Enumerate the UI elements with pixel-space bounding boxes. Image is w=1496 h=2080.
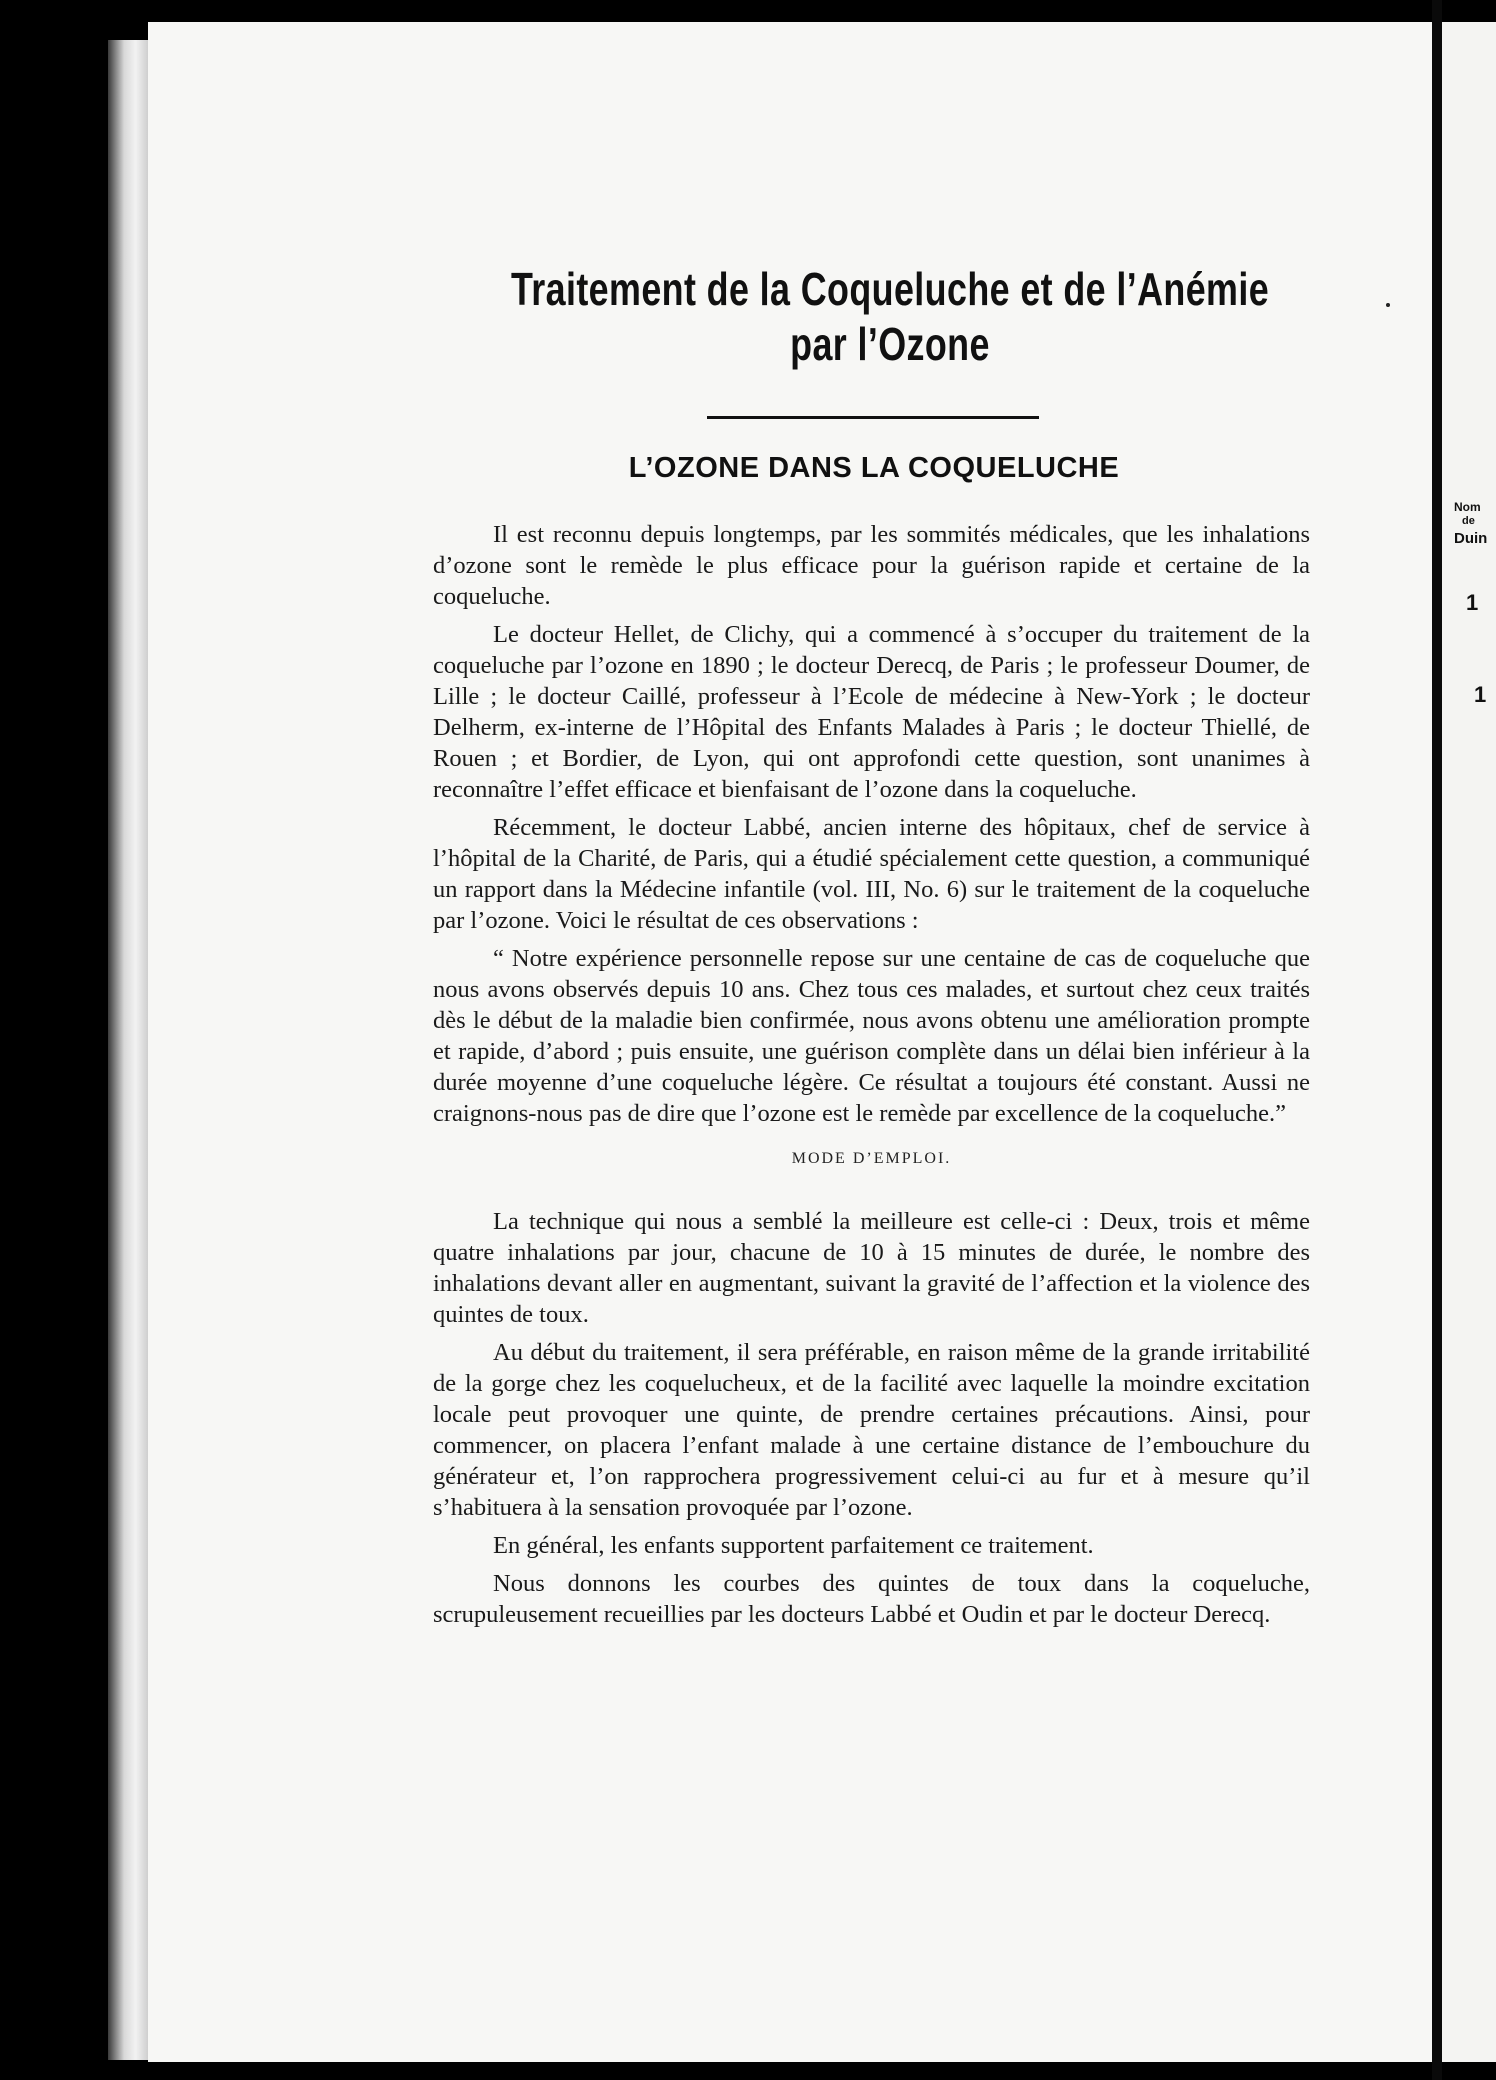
paragraph: Récemment, le docteur Labbé, ancien interne des hôpitaux, chef de service à l’hôpital de la Charité, de Paris, qui a étudié spécialement cette question, a communiqué un rapport dans la Médecine infantile (vol. III, No. 6) sur le traitement de la coqueluche par l’ozone. Voici le résultat de ces observations :	[433, 814, 1310, 934]
scan-speck	[1386, 303, 1390, 307]
adjacent-page-text: Duin	[1454, 530, 1488, 547]
paragraph: Il est reconnu depuis longtemps, par les sommités médicales, que les inhalations d’ozone sont le remède le plus efficace pour la guérison rapide et certaine de la coqueluche.	[433, 521, 1310, 610]
paragraph: Nous donnons les courbes des quintes de toux dans la coqueluche, scrupuleusement recueillies par les docteurs Labbé et Oudin et par le docteur Derecq.	[433, 1570, 1310, 1628]
quoted-paragraph: “ Notre expérience personnelle repose sur une centaine de cas de coqueluche que nous avons observés depuis 10 ans. Chez tous ces malades, et surtout chez ceux traités dès le début de la maladie bien confirmée, nous avons obtenu une amélioration prompte et rapide, d’abord ; puis ensuite, une guérison complète dans un délai bien inférieur à la durée moyenne d’une coqueluche légère. Ce résultat a toujours été constant. Aussi ne craignons-nous pas de dire que l’ozone est le remède par excellence de la coqueluche.”	[433, 945, 1310, 1127]
body-text	[433, 519, 1310, 1637]
paragraph: La technique qui nous a semblé la meilleure est celle-ci : Deux, trois et même quatre inhalations par jour, chacune de 10 à 15 minutes de durée, le nombre des inhalations devant aller en augmentant, suivant la gravité de l’affection et la violence des quintes de toux.	[433, 1208, 1310, 1328]
paragraph: Le docteur Hellet, de Clichy, qui a commencé à s’occuper du traitement de la coqueluche par l’ozone en 1890 ; le docteur Derecq, de Paris ; le professeur Doumer, de Lille ; le docteur Caillé, professeur à l’Ecole de médecine à New-York ; le docteur Delherm, ex-interne de l’Hôpital des Enfants Malades à Paris ; le docteur Thiellé, de Rouen ; et Bordier, de Lyon, qui ont approfondi cette question, sont unanimes à reconnaître l’effet efficace et bienfaisant de l’ozone dans la coqueluche.	[433, 621, 1310, 803]
adjacent-page-text: Nom	[1454, 500, 1481, 514]
paragraph: En général, les enfants supportent parfaitement ce traitement.	[493, 1532, 1094, 1559]
adjacent-page-text: 1	[1466, 590, 1479, 615]
paragraph: Au début du traitement, il sera préférable, en raison même de la grande irritabilité de la gorge chez les coquelucheux, et de la facilité avec laquelle la moindre excitation locale peut provoquer une quinte, de prendre certaines précautions. Ainsi, pour commencer, on placera l’enfant malade à une certaine distance de l’embouchure du générateur et, l’on rapprochera progressivement celui-ci au fur et à mesure qu’il s’habituera à la sensation provoquée par l’ozone.	[433, 1339, 1310, 1521]
book-gutter	[1432, 0, 1442, 2080]
adjacent-page-text: de	[1462, 515, 1475, 527]
page-title	[500, 262, 1280, 372]
title-line-1: Traitement de la Coqueluche et de l’Anémie	[510, 263, 1270, 315]
subheading-mode-emploi: MODE D’EMPLOI.	[791, 1150, 952, 1167]
title-divider	[707, 416, 1039, 419]
adjacent-page-fragment	[1442, 22, 1496, 2062]
title-line-2: par l’Ozone	[790, 318, 990, 371]
adjacent-page-text: 1	[1474, 682, 1487, 707]
section-heading: L’OZONE DANS LA COQUELUCHE	[628, 452, 1120, 484]
